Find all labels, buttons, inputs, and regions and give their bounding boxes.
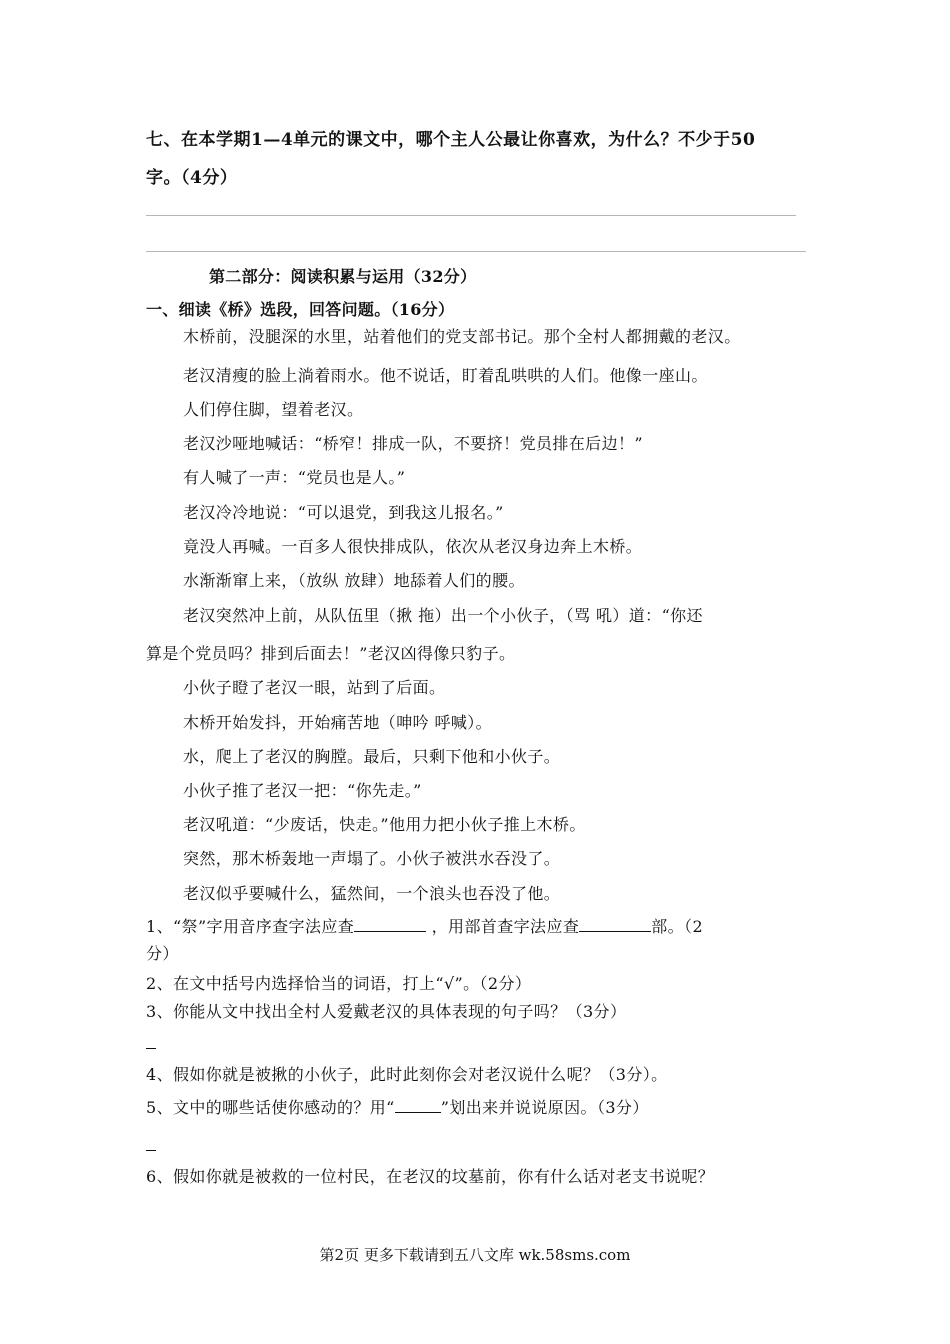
passage-line: 水，爬上了老汉的胸膛。最后，只剩下他和小伙子。 (183, 747, 561, 766)
passage-line: 老汉沙哑地喊话：“桥窄！排成一队，不要挤！党员排在后边！” (183, 434, 643, 453)
answer-line (146, 251, 806, 252)
answer-line (146, 215, 796, 216)
passage-line: 老汉吼道：“少废话，快走。”他用力把小伙子推上木桥。 (183, 815, 586, 834)
passage-line: 老汉突然冲上前，从队伍里（揪 拖）出一个小伙子，（骂 吼）道：“你还 (183, 606, 703, 625)
question-1-text: ，用部首查字法应查 (431, 917, 580, 936)
question-3: 3、你能从文中找出全村人爱戴老汉的具体表现的句子吗？（3分） (146, 1002, 627, 1021)
question-7 (146, 121, 836, 197)
question-1 (146, 915, 703, 939)
passage-line: 老汉冷冷地说：“可以退党，到我这儿报名。” (183, 503, 504, 522)
passage-line: 人们停住脚，望着老汉。 (183, 400, 364, 419)
answer-blank[interactable] (395, 1098, 441, 1113)
answer-dash[interactable] (146, 1048, 156, 1049)
passage-line: 老汉清瘦的脸上淌着雨水。他不说话，盯着乱哄哄的人们。他像一座山。 (183, 366, 708, 385)
answer-dash[interactable] (146, 1150, 156, 1151)
answer-blank[interactable] (579, 917, 651, 932)
passage-line: 竟没人再喊。一百多人很快排成队，依次从老汉身边奔上木桥。 (183, 537, 643, 556)
question-1-continued: 分） (146, 944, 179, 963)
passage-line: 木桥开始发抖，开始痛苦地（呻吟 呼喊）。 (183, 713, 493, 732)
question-5-text: 5、文中的哪些话使你感动的？用“ (146, 1098, 395, 1117)
question-6: 6、假如你就是被救的一位村民，在老汉的坟墓前，你有什么话对老支书说呢？ (146, 1167, 715, 1186)
question-2: 2、在文中括号内选择恰当的词语，打上“√”。（2分） (146, 974, 532, 993)
passage-line: 算是个党员吗？排到后面去！”老汉凶得像只豹子。 (146, 644, 516, 663)
question-1-text: 部。（2 (651, 917, 704, 936)
question-1-text: 1、“祭”字用音序查字法应查 (146, 917, 355, 936)
passage-line: 木桥前，没腿深的水里，站着他们的党支部书记。那个全村人都拥戴的老汉。 (183, 327, 741, 346)
passage-line: 有人喊了一声：“党员也是人。” (183, 468, 406, 487)
question-5-text: ”划出来并说说原因。（3分） (440, 1098, 649, 1117)
question-4: 4、假如你就是被揪的小伙子，此时此刻你会对老汉说什么呢？（3分）。 (146, 1065, 668, 1084)
passage-line: 水渐渐窜上来，（放纵 放肆）地舔着人们的腰。 (183, 571, 525, 590)
passage-line: 小伙子推了老汉一把：“你先走。” (183, 781, 422, 800)
passage-line: 老汉似乎要喊什么，猛然间，一个浪头也吞没了他。 (183, 884, 561, 903)
page-footer: 第2页 更多下载请到五八文库 wk.58sms.com (319, 1246, 631, 1264)
answer-blank[interactable] (354, 917, 426, 932)
question-7-line-2: 字。（4分） (146, 168, 238, 188)
passage-line: 小伙子瞪了老汉一眼，站到了后面。 (183, 678, 446, 697)
section-1-title: 一、细读《桥》选段，回答问题。（16分） (146, 300, 455, 319)
question-5 (146, 1096, 649, 1120)
passage-line: 突然，那木桥轰地一声塌了。小伙子被洪水吞没了。 (183, 849, 561, 868)
part-2-title: 第二部分：阅读积累与运用（32分） (209, 267, 477, 286)
question-7-line-1: 七、在本学期1—4单元的课文中，哪个主人公最让你喜欢，为什么？不少于50 (146, 130, 756, 150)
